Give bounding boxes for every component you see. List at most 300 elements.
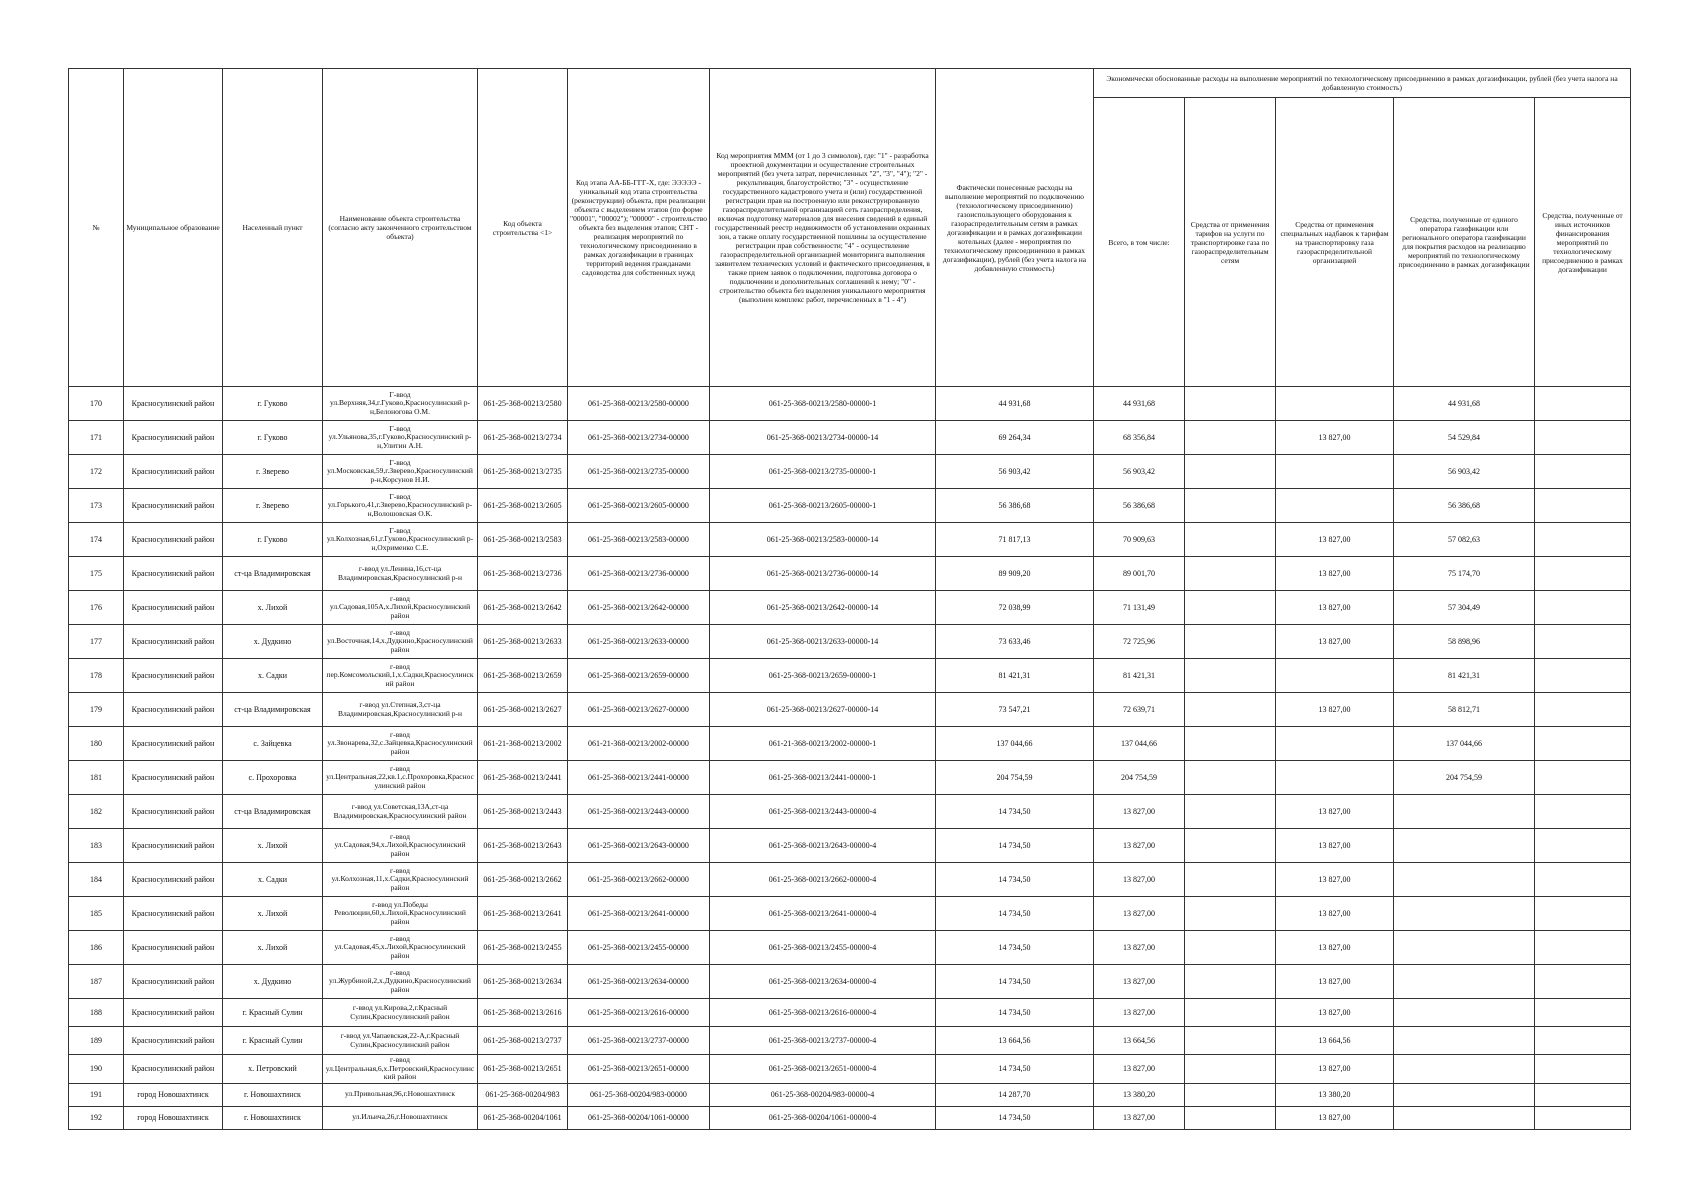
row-tariff-transport [1185, 795, 1276, 829]
row-other-sources [1535, 1083, 1631, 1106]
row-settlement: х. Лихой [223, 897, 323, 931]
row-object-code: 061-25-368-00213/2616 [478, 999, 568, 1027]
row-event-code: 061-25-368-00213/2651-00000-4 [710, 1055, 936, 1084]
row-object-name: г-ввод ул.Ленина,16,ст-ца Владимировская,Красносулинский р-н [323, 557, 478, 591]
row-operator-funds: 75 174,70 [1394, 557, 1535, 591]
row-stage-code: 061-25-368-00213/2651-00000 [568, 1055, 710, 1084]
row-object-name: Г-ввод ул.Горького,41,г.Зверево,Красносулинский р-н,Волошовская О.К. [323, 489, 478, 523]
row-number: 185 [69, 897, 124, 931]
row-total: 13 827,00 [1094, 897, 1185, 931]
row-object-name: Г-ввод ул.Ульянова,35,г.Гуково,Красносулинский р-н,Улитин А.Н. [323, 421, 478, 455]
row-other-sources [1535, 1055, 1631, 1084]
row-stage-code: 061-25-368-00213/2627-00000 [568, 693, 710, 727]
row-object-name: ул.Ильича,26,г.Новошахтинск [323, 1106, 478, 1129]
row-number: 191 [69, 1083, 124, 1106]
row-actual-costs: 44 931,68 [936, 387, 1094, 421]
table-row [69, 421, 1631, 455]
row-object-name: г-ввод ул.Советская,13А,ст-ца Владимировская,Красносулинский район [323, 795, 478, 829]
row-municipality: Красносулинский район [124, 523, 223, 557]
row-object-code: 061-25-368-00213/2736 [478, 557, 568, 591]
row-municipality: Красносулинский район [124, 659, 223, 693]
row-total: 56 903,42 [1094, 455, 1185, 489]
row-tariff-transport [1185, 863, 1276, 897]
row-stage-code: 061-25-368-00213/2735-00000 [568, 455, 710, 489]
row-total: 137 044,66 [1094, 727, 1185, 761]
row-actual-costs: 14 734,50 [936, 1106, 1094, 1129]
row-event-code: 061-25-368-00213/2443-00000-4 [710, 795, 936, 829]
row-total: 13 827,00 [1094, 999, 1185, 1027]
row-settlement: ст-ца Владимировская [223, 795, 323, 829]
table-row [69, 1027, 1631, 1055]
row-municipality: Красносулинский район [124, 591, 223, 625]
header-object-name: Наименование объекта строительства (согласно акту законченного строительством объекта) [323, 69, 478, 387]
row-object-code: 061-25-368-00213/2662 [478, 863, 568, 897]
row-object-code: 061-25-368-00213/2443 [478, 795, 568, 829]
row-special-surcharge [1276, 387, 1394, 421]
row-actual-costs: 73 547,21 [936, 693, 1094, 727]
row-number: 175 [69, 557, 124, 591]
row-operator-funds: 58 812,71 [1394, 693, 1535, 727]
row-municipality: Красносулинский район [124, 829, 223, 863]
row-municipality: Красносулинский район [124, 965, 223, 999]
row-actual-costs: 14 734,50 [936, 863, 1094, 897]
row-tariff-transport [1185, 693, 1276, 727]
row-tariff-transport [1185, 523, 1276, 557]
row-settlement: г. Зверево [223, 489, 323, 523]
row-total: 204 754,59 [1094, 761, 1185, 795]
row-event-code: 061-25-368-00204/983-00000-4 [710, 1083, 936, 1106]
row-operator-funds: 137 044,66 [1394, 727, 1535, 761]
row-operator-funds [1394, 829, 1535, 863]
table-row [69, 591, 1631, 625]
row-object-code: 061-25-368-00213/2735 [478, 455, 568, 489]
row-total: 89 001,70 [1094, 557, 1185, 591]
row-settlement: г. Гуково [223, 421, 323, 455]
row-operator-funds: 81 421,31 [1394, 659, 1535, 693]
row-total: 70 909,63 [1094, 523, 1185, 557]
row-number: 192 [69, 1106, 124, 1129]
row-other-sources [1535, 863, 1631, 897]
table-row [69, 727, 1631, 761]
row-settlement: х. Петровский [223, 1055, 323, 1084]
header-operator-funds: Средства, полученные от единого оператора газификации или регионального оператора газификации для покрытия расходов на реализацию мероприятий по технологическому присоединению в рамках догазификации [1394, 98, 1535, 387]
row-special-surcharge: 13 827,00 [1276, 897, 1394, 931]
row-object-name: г-ввод ул.Центральная,22,кв.1,с.Прохоровка,Красносулинский район [323, 761, 478, 795]
row-tariff-transport [1185, 421, 1276, 455]
row-operator-funds [1394, 863, 1535, 897]
row-total: 81 421,31 [1094, 659, 1185, 693]
row-other-sources [1535, 965, 1631, 999]
row-total: 13 380,20 [1094, 1083, 1185, 1106]
row-stage-code: 061-25-368-00213/2659-00000 [568, 659, 710, 693]
row-number: 177 [69, 625, 124, 659]
row-settlement: ст-ца Владимировская [223, 693, 323, 727]
row-special-surcharge: 13 827,00 [1276, 931, 1394, 965]
row-other-sources [1535, 795, 1631, 829]
row-other-sources [1535, 931, 1631, 965]
row-municipality: Красносулинский район [124, 931, 223, 965]
row-number: 178 [69, 659, 124, 693]
row-tariff-transport [1185, 659, 1276, 693]
row-stage-code: 061-25-368-00213/2643-00000 [568, 829, 710, 863]
row-object-code: 061-25-368-00213/2634 [478, 965, 568, 999]
row-event-code: 061-21-368-00213/2002-00000-1 [710, 727, 936, 761]
table-row [69, 625, 1631, 659]
row-special-surcharge: 13 827,00 [1276, 557, 1394, 591]
row-actual-costs: 56 386,68 [936, 489, 1094, 523]
row-special-surcharge: 13 827,00 [1276, 965, 1394, 999]
row-object-code: 061-25-368-00213/2583 [478, 523, 568, 557]
row-special-surcharge: 13 664,56 [1276, 1027, 1394, 1055]
row-object-name: г-ввод ул.Степная,3,ст-ца Владимировская,Красносулинский р-н [323, 693, 478, 727]
row-operator-funds [1394, 965, 1535, 999]
row-object-name: г-ввод ул.Садовая,45,х.Лихой,Красносулинский район [323, 931, 478, 965]
row-special-surcharge [1276, 727, 1394, 761]
row-stage-code: 061-25-368-00213/2634-00000 [568, 965, 710, 999]
table-row [69, 829, 1631, 863]
row-object-code: 061-25-368-00213/2737 [478, 1027, 568, 1055]
row-event-code: 061-25-368-00213/2736-00000-14 [710, 557, 936, 591]
row-stage-code: 061-25-368-00213/2736-00000 [568, 557, 710, 591]
row-special-surcharge [1276, 455, 1394, 489]
row-event-code: 061-25-368-00213/2737-00000-4 [710, 1027, 936, 1055]
row-object-name: Г-ввод ул.Московская,59,г.Зверево,Красносулинский р-н,Корсунов Н.И. [323, 455, 478, 489]
row-actual-costs: 73 633,46 [936, 625, 1094, 659]
row-object-name: г-ввод ул.Садовая,94,х.Лихой,Красносулинский район [323, 829, 478, 863]
row-stage-code: 061-25-368-00213/2583-00000 [568, 523, 710, 557]
row-tariff-transport [1185, 931, 1276, 965]
row-object-code: 061-25-368-00213/2455 [478, 931, 568, 965]
row-other-sources [1535, 557, 1631, 591]
row-object-name: г-ввод ул.Победы Революции,60,х.Лихой,Красносулинский район [323, 897, 478, 931]
row-other-sources [1535, 591, 1631, 625]
row-tariff-transport [1185, 455, 1276, 489]
row-stage-code: 061-25-368-00213/2642-00000 [568, 591, 710, 625]
row-municipality: Красносулинский район [124, 455, 223, 489]
row-settlement: х. Лихой [223, 931, 323, 965]
row-number: 176 [69, 591, 124, 625]
row-stage-code: 061-25-368-00213/2633-00000 [568, 625, 710, 659]
row-event-code: 061-25-368-00213/2643-00000-4 [710, 829, 936, 863]
row-municipality: Красносулинский район [124, 761, 223, 795]
row-actual-costs: 14 734,50 [936, 999, 1094, 1027]
row-object-code: 061-25-368-00213/2441 [478, 761, 568, 795]
row-operator-funds [1394, 897, 1535, 931]
row-settlement: х. Садки [223, 659, 323, 693]
row-total: 13 827,00 [1094, 829, 1185, 863]
row-stage-code: 061-25-368-00213/2737-00000 [568, 1027, 710, 1055]
row-municipality: Красносулинский район [124, 489, 223, 523]
row-event-code: 061-25-368-00213/2634-00000-4 [710, 965, 936, 999]
row-other-sources [1535, 387, 1631, 421]
row-special-surcharge: 13 827,00 [1276, 863, 1394, 897]
header-total: Всего, в том числе: [1094, 98, 1185, 387]
row-municipality: Красносулинский район [124, 1027, 223, 1055]
row-operator-funds [1394, 1055, 1535, 1084]
row-tariff-transport [1185, 1027, 1276, 1055]
row-settlement: х. Лихой [223, 591, 323, 625]
row-object-code: 061-25-368-00213/2627 [478, 693, 568, 727]
row-actual-costs: 13 664,56 [936, 1027, 1094, 1055]
row-total: 72 639,71 [1094, 693, 1185, 727]
row-actual-costs: 69 264,34 [936, 421, 1094, 455]
header-event-code: Код мероприятия МММ (от 1 до 3 символов), где: "1" - разработка проектной документации и осуществление строительных мероприятий (без учета затрат, перечисленных "2", "3", "4"); "2" - рекультивация, благоустройство; "3" - осуществление государственного кадастрового учета и (или) государственной регистрации прав на построенную или реконструированную газораспределительной организацией сеть газораспределения, включая подготовку материалов для внесения сведений в единый государственный реестр недвижимости об установлении охранных зон, а также оплату государственной пошлины за осуществление регистрации прав собственности; "4" - осуществление газораспределительной организацией мониторинга выполнения заявителем технических условий и фактического присоединения, в также прием заявок о подключении, подготовка договора о подключении и дополнительных соглашений к нему; "0" - строительство объекта без выделения уникального мероприятия (выполнен комплекс работ, перечисленных в "1 - 4") [710, 69, 936, 387]
row-number: 179 [69, 693, 124, 727]
row-municipality: Красносулинский район [124, 727, 223, 761]
row-settlement: г. Красный Сулин [223, 999, 323, 1027]
header-actual-costs: Фактически понесенные расходы на выполнение мероприятий по подключению (технологическому присоединению) газоиспользующего оборудования к газораспределительным сетям в рамках догазификации и в рамках догазификации котельных (далее - мероприятия по технологическому присоединению в рамках догазификации), рублей (без учета налога на добавленную стоимость) [936, 69, 1094, 387]
header-special-surcharge: Средства от применения специальных надбавок к тарифам на транспортировку газа газораспределительной организацией [1276, 98, 1394, 387]
row-event-code: 061-25-368-00213/2605-00000-1 [710, 489, 936, 523]
row-actual-costs: 81 421,31 [936, 659, 1094, 693]
row-number: 171 [69, 421, 124, 455]
row-number: 174 [69, 523, 124, 557]
row-number: 172 [69, 455, 124, 489]
row-object-name: г-ввод ул.Звонарева,32,с.Зайцевка,Красносулинский район [323, 727, 478, 761]
row-special-surcharge: 13 827,00 [1276, 591, 1394, 625]
table-row [69, 931, 1631, 965]
row-operator-funds [1394, 1083, 1535, 1106]
row-other-sources [1535, 1106, 1631, 1129]
row-actual-costs: 14 734,50 [936, 897, 1094, 931]
row-actual-costs: 14 734,50 [936, 931, 1094, 965]
row-municipality: Красносулинский район [124, 897, 223, 931]
row-object-name: г-ввод ул.Колхозная,11,х.Садки,Красносулинский район [323, 863, 478, 897]
row-settlement: г. Зверево [223, 455, 323, 489]
table-row [69, 489, 1631, 523]
row-tariff-transport [1185, 591, 1276, 625]
row-special-surcharge [1276, 659, 1394, 693]
row-other-sources [1535, 829, 1631, 863]
row-event-code: 061-25-368-00213/2441-00000-1 [710, 761, 936, 795]
row-total: 13 827,00 [1094, 1106, 1185, 1129]
row-operator-funds [1394, 1027, 1535, 1055]
row-number: 181 [69, 761, 124, 795]
row-actual-costs: 71 817,13 [936, 523, 1094, 557]
row-other-sources [1535, 625, 1631, 659]
row-operator-funds [1394, 1106, 1535, 1129]
row-number: 182 [69, 795, 124, 829]
row-number: 180 [69, 727, 124, 761]
header-settlement: Населенный пункт [223, 69, 323, 387]
row-other-sources [1535, 489, 1631, 523]
row-total: 13 827,00 [1094, 965, 1185, 999]
row-tariff-transport [1185, 727, 1276, 761]
row-stage-code: 061-25-368-00213/2443-00000 [568, 795, 710, 829]
table-body [69, 387, 1631, 1130]
row-special-surcharge: 13 827,00 [1276, 1055, 1394, 1084]
header-tariff-transport: Средства от применения тарифов на услуги по транспортировке газа по газораспределительным сетям [1185, 98, 1276, 387]
table-row [69, 693, 1631, 727]
row-object-code: 061-25-368-00213/2643 [478, 829, 568, 863]
row-actual-costs: 204 754,59 [936, 761, 1094, 795]
table-row [69, 761, 1631, 795]
row-event-code: 061-25-368-00213/2662-00000-4 [710, 863, 936, 897]
row-number: 184 [69, 863, 124, 897]
row-event-code: 061-25-368-00213/2641-00000-4 [710, 897, 936, 931]
row-municipality: Красносулинский район [124, 387, 223, 421]
row-total: 13 827,00 [1094, 1055, 1185, 1084]
row-number: 190 [69, 1055, 124, 1084]
row-settlement: г. Новошахтинск [223, 1083, 323, 1106]
row-special-surcharge: 13 827,00 [1276, 795, 1394, 829]
row-actual-costs: 14 734,50 [936, 965, 1094, 999]
row-event-code: 061-25-368-00213/2616-00000-4 [710, 999, 936, 1027]
row-tariff-transport [1185, 1106, 1276, 1129]
row-tariff-transport [1185, 1055, 1276, 1084]
row-actual-costs: 14 734,50 [936, 829, 1094, 863]
row-number: 187 [69, 965, 124, 999]
row-event-code: 061-25-368-00213/2455-00000-4 [710, 931, 936, 965]
row-settlement: х. Дудкино [223, 965, 323, 999]
row-settlement: г. Гуково [223, 387, 323, 421]
row-total: 13 827,00 [1094, 863, 1185, 897]
row-object-code: 061-25-368-00213/2641 [478, 897, 568, 931]
row-object-name: Г-ввод ул.Колхозная,61,г.Гуково,Красносулинский р-н,Охрименко С.Е. [323, 523, 478, 557]
table-row [69, 863, 1631, 897]
row-operator-funds [1394, 999, 1535, 1027]
row-event-code: 061-25-368-00213/2642-00000-14 [710, 591, 936, 625]
table-row [69, 557, 1631, 591]
row-settlement: г. Новошахтинск [223, 1106, 323, 1129]
row-total: 71 131,49 [1094, 591, 1185, 625]
header-number: № [69, 69, 124, 387]
row-actual-costs: 14 734,50 [936, 795, 1094, 829]
row-stage-code: 061-25-368-00213/2605-00000 [568, 489, 710, 523]
row-municipality: Красносулинский район [124, 863, 223, 897]
row-object-name: г-ввод ул.Журбиной,2,х.Дудкино,Красносулинский район [323, 965, 478, 999]
row-object-code: 061-25-368-00213/2605 [478, 489, 568, 523]
row-special-surcharge: 13 827,00 [1276, 693, 1394, 727]
row-object-name: ул.Привольная,96,г.Новошахтинск [323, 1083, 478, 1106]
row-actual-costs: 137 044,66 [936, 727, 1094, 761]
row-tariff-transport [1185, 897, 1276, 931]
row-settlement: х. Лихой [223, 829, 323, 863]
row-special-surcharge: 13 827,00 [1276, 829, 1394, 863]
row-object-name: г-ввод ул.Чапаевская,22-А,г.Красный Сулин,Красносулинский район [323, 1027, 478, 1055]
row-operator-funds: 57 082,63 [1394, 523, 1535, 557]
row-tariff-transport [1185, 489, 1276, 523]
row-tariff-transport [1185, 557, 1276, 591]
row-number: 186 [69, 931, 124, 965]
table-row [69, 1106, 1631, 1129]
row-tariff-transport [1185, 999, 1276, 1027]
row-special-surcharge: 13 827,00 [1276, 1106, 1394, 1129]
row-special-surcharge: 13 827,00 [1276, 421, 1394, 455]
row-stage-code: 061-25-368-00213/2641-00000 [568, 897, 710, 931]
row-event-code: 061-25-368-00213/2580-00000-1 [710, 387, 936, 421]
row-object-code: 061-21-368-00213/2002 [478, 727, 568, 761]
row-other-sources [1535, 693, 1631, 727]
row-total: 44 931,68 [1094, 387, 1185, 421]
row-special-surcharge: 13 827,00 [1276, 523, 1394, 557]
row-operator-funds: 44 931,68 [1394, 387, 1535, 421]
row-total: 56 386,68 [1094, 489, 1185, 523]
row-tariff-transport [1185, 761, 1276, 795]
row-object-name: г-ввод ул.Садовая,105А,х.Лихой,Красносулинский район [323, 591, 478, 625]
row-number: 183 [69, 829, 124, 863]
row-object-name: Г-ввод ул.Верхняя,34,г.Гуково,Красносулинский р-н,Белоногова О.М. [323, 387, 478, 421]
table-row [69, 455, 1631, 489]
row-other-sources [1535, 455, 1631, 489]
table-row [69, 1055, 1631, 1084]
row-operator-funds [1394, 931, 1535, 965]
row-object-name: г-ввод ул.Центральная,6,х.Петровский,Красносулинский район [323, 1055, 478, 1084]
row-actual-costs: 56 903,42 [936, 455, 1094, 489]
row-municipality: Красносулинский район [124, 421, 223, 455]
row-tariff-transport [1185, 829, 1276, 863]
row-stage-code: 061-25-368-00213/2662-00000 [568, 863, 710, 897]
row-stage-code: 061-21-368-00213/2002-00000 [568, 727, 710, 761]
row-municipality: Красносулинский район [124, 999, 223, 1027]
row-settlement: с. Зайцевка [223, 727, 323, 761]
row-municipality: Красносулинский район [124, 557, 223, 591]
row-municipality: Красносулинский район [124, 693, 223, 727]
row-event-code: 061-25-368-00213/2735-00000-1 [710, 455, 936, 489]
row-object-code: 061-25-368-00213/2580 [478, 387, 568, 421]
row-event-code: 061-25-368-00213/2583-00000-14 [710, 523, 936, 557]
row-number: 189 [69, 1027, 124, 1055]
row-other-sources [1535, 761, 1631, 795]
row-object-name: г-ввод пер.Комсомольский,1,х.Садки,Красносулинский район [323, 659, 478, 693]
row-other-sources [1535, 523, 1631, 557]
row-special-surcharge: 13 380,20 [1276, 1083, 1394, 1106]
row-operator-funds: 58 898,96 [1394, 625, 1535, 659]
row-operator-funds [1394, 795, 1535, 829]
row-object-code: 061-25-368-00213/2642 [478, 591, 568, 625]
row-event-code: 061-25-368-00213/2659-00000-1 [710, 659, 936, 693]
row-total: 13 827,00 [1094, 795, 1185, 829]
row-municipality: город Новошахтинск [124, 1083, 223, 1106]
row-stage-code: 061-25-368-00204/1061-00000 [568, 1106, 710, 1129]
row-number: 170 [69, 387, 124, 421]
row-actual-costs: 14 287,70 [936, 1083, 1094, 1106]
row-object-code: 061-25-368-00204/1061 [478, 1106, 568, 1129]
row-settlement: х. Дудкино [223, 625, 323, 659]
header-other-sources: Средства, полученные от иных источников финансирования мероприятий по технологическому присоединению в рамках догазификации [1535, 98, 1631, 387]
row-number: 173 [69, 489, 124, 523]
row-object-name: г-ввод ул.Восточная,14,х.Дудкино,Красносулинский район [323, 625, 478, 659]
row-special-surcharge: 13 827,00 [1276, 999, 1394, 1027]
row-stage-code: 061-25-368-00213/2616-00000 [568, 999, 710, 1027]
row-total: 13 664,56 [1094, 1027, 1185, 1055]
row-operator-funds: 204 754,59 [1394, 761, 1535, 795]
row-tariff-transport [1185, 1083, 1276, 1106]
row-other-sources [1535, 999, 1631, 1027]
row-operator-funds: 56 903,42 [1394, 455, 1535, 489]
row-total: 13 827,00 [1094, 931, 1185, 965]
row-number: 188 [69, 999, 124, 1027]
header-stage-code: Код этапа АА-ББ-ГГГ-Х, где: ЭЭЭЭЭ - уникальный код этапа строительства (реконструкции) объекта, при реализации объекта с выделением этапов (по форме "00001", "00002"); "00000" - строительство объекта без выделения этапов; СНТ - реализация мероприятий по технологическому присоединению в рамках догазификации в границах территорий ведения гражданами садоводства для собственных нужд [568, 69, 710, 387]
row-stage-code: 061-25-368-00213/2455-00000 [568, 931, 710, 965]
table-row [69, 659, 1631, 693]
table-row [69, 965, 1631, 999]
row-special-surcharge [1276, 489, 1394, 523]
header-economic-costs-group: Экономически обоснованные расходы на выполнение мероприятий по технологическому присоединению в рамках догазификации, рублей (без учета налога на добавленную стоимость) [1094, 69, 1631, 98]
row-other-sources [1535, 1027, 1631, 1055]
row-actual-costs: 72 038,99 [936, 591, 1094, 625]
row-operator-funds: 57 304,49 [1394, 591, 1535, 625]
row-event-code: 061-25-368-00213/2627-00000-14 [710, 693, 936, 727]
row-total: 72 725,96 [1094, 625, 1185, 659]
row-object-code: 061-25-368-00213/2734 [478, 421, 568, 455]
header-municipality: Муниципальное образование [124, 69, 223, 387]
row-other-sources [1535, 897, 1631, 931]
header-object-code: Код объекта строительства <1> [478, 69, 568, 387]
row-special-surcharge [1276, 761, 1394, 795]
row-municipality: город Новошахтинск [124, 1106, 223, 1129]
row-tariff-transport [1185, 625, 1276, 659]
